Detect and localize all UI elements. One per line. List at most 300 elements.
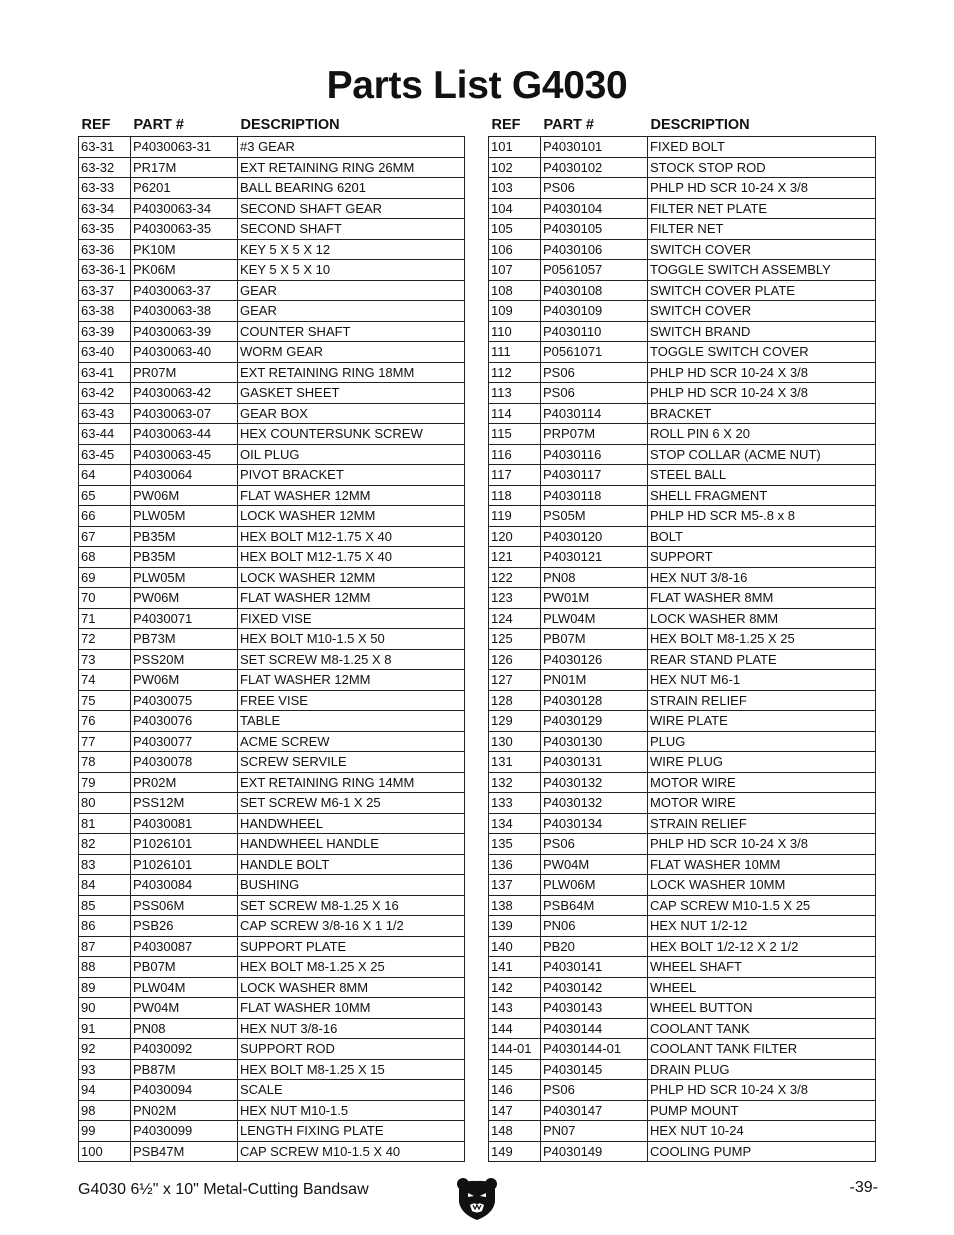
description-cell: FLAT WASHER 10MM xyxy=(238,998,465,1019)
part-number-cell: P4030126 xyxy=(541,649,648,670)
part-number-cell: PSB64M xyxy=(541,895,648,916)
description-cell: COOLANT TANK FILTER xyxy=(648,1039,876,1060)
description-cell: SET SCREW M8-1.25 X 8 xyxy=(238,649,465,670)
part-number-cell: P4030106 xyxy=(541,239,648,260)
table-row xyxy=(489,1100,876,1121)
part-number-cell: P4030063-37 xyxy=(131,280,238,301)
ref-cell: 149 xyxy=(489,1141,541,1162)
ref-cell: 114 xyxy=(489,403,541,424)
table-row xyxy=(489,403,876,424)
description-cell: FLAT WASHER 12MM xyxy=(238,670,465,691)
table-row xyxy=(489,772,876,793)
ref-cell: 106 xyxy=(489,239,541,260)
description-cell: STEEL BALL xyxy=(648,465,876,486)
part-number-cell: PB07M xyxy=(131,957,238,978)
part-number-cell: P4030076 xyxy=(131,711,238,732)
part-number-cell: P4030104 xyxy=(541,198,648,219)
ref-cell: 83 xyxy=(79,854,131,875)
table-row xyxy=(489,485,876,506)
table-row xyxy=(79,137,465,158)
ref-cell: 63-32 xyxy=(79,157,131,178)
ref-cell: 116 xyxy=(489,444,541,465)
table-row xyxy=(79,936,465,957)
table-row xyxy=(79,1018,465,1039)
table-row xyxy=(489,178,876,199)
description-cell: PLUG xyxy=(648,731,876,752)
part-number-cell: P4030121 xyxy=(541,547,648,568)
description-cell: HANDLE BOLT xyxy=(238,854,465,875)
part-number-cell: PW01M xyxy=(541,588,648,609)
ref-cell: 72 xyxy=(79,629,131,650)
description-cell: FLAT WASHER 8MM xyxy=(648,588,876,609)
ref-cell: 63-34 xyxy=(79,198,131,219)
description-cell: WHEEL BUTTON xyxy=(648,998,876,1019)
table-row xyxy=(79,793,465,814)
ref-cell: 139 xyxy=(489,916,541,937)
part-number-cell: P4030108 xyxy=(541,280,648,301)
description-cell: BRACKET xyxy=(648,403,876,424)
table-row xyxy=(489,362,876,383)
ref-cell: 126 xyxy=(489,649,541,670)
ref-cell: 113 xyxy=(489,383,541,404)
ref-cell: 104 xyxy=(489,198,541,219)
table-row xyxy=(489,321,876,342)
table-row xyxy=(489,1039,876,1060)
ref-cell: 85 xyxy=(79,895,131,916)
ref-cell: 63-40 xyxy=(79,342,131,363)
ref-cell: 136 xyxy=(489,854,541,875)
ref-cell: 147 xyxy=(489,1100,541,1121)
table-row xyxy=(79,444,465,465)
description-cell: WIRE PLUG xyxy=(648,752,876,773)
ref-cell: 94 xyxy=(79,1080,131,1101)
part-number-cell: P4030129 xyxy=(541,711,648,732)
description-cell: GASKET SHEET xyxy=(238,383,465,404)
part-number-cell: PSS20M xyxy=(131,649,238,670)
part-number-cell: P4030117 xyxy=(541,465,648,486)
part-number-cell: PLW04M xyxy=(541,608,648,629)
part-number-cell: P4030145 xyxy=(541,1059,648,1080)
description-cell: BUSHING xyxy=(238,875,465,896)
ref-cell: 118 xyxy=(489,485,541,506)
table-row xyxy=(79,260,465,281)
ref-cell: 141 xyxy=(489,957,541,978)
description-cell: CAP SCREW 3/8-16 X 1 1/2 xyxy=(238,916,465,937)
description-cell: SECOND SHAFT GEAR xyxy=(238,198,465,219)
description-cell: HEX NUT 3/8-16 xyxy=(238,1018,465,1039)
part-number-cell: PSS06M xyxy=(131,895,238,916)
table-row xyxy=(489,219,876,240)
ref-cell: 84 xyxy=(79,875,131,896)
description-cell: SWITCH COVER xyxy=(648,301,876,322)
description-cell: WIRE PLATE xyxy=(648,711,876,732)
description-cell: EXT RETAINING RING 18MM xyxy=(238,362,465,383)
table-row xyxy=(79,608,465,629)
part-number-cell: P4030131 xyxy=(541,752,648,773)
part-number-cell: PW04M xyxy=(541,854,648,875)
description-cell: PHLP HD SCR 10-24 X 3/8 xyxy=(648,383,876,404)
parts-table-right-body xyxy=(489,137,876,1162)
description-cell: ROLL PIN 6 X 20 xyxy=(648,424,876,445)
ref-cell: 102 xyxy=(489,157,541,178)
table-row xyxy=(79,321,465,342)
table-row xyxy=(489,1141,876,1162)
parts-table-right xyxy=(488,114,876,1162)
part-number-cell: P4030132 xyxy=(541,793,648,814)
ref-cell: 122 xyxy=(489,567,541,588)
table-row xyxy=(79,977,465,998)
table-row xyxy=(489,731,876,752)
table-row xyxy=(79,731,465,752)
ref-cell: 128 xyxy=(489,690,541,711)
table-row xyxy=(79,362,465,383)
part-number-cell: P4030077 xyxy=(131,731,238,752)
ref-cell: 108 xyxy=(489,280,541,301)
part-number-cell: P4030142 xyxy=(541,977,648,998)
ref-cell: 143 xyxy=(489,998,541,1019)
ref-cell: 121 xyxy=(489,547,541,568)
table-row xyxy=(79,998,465,1019)
table-row xyxy=(489,280,876,301)
ref-cell: 70 xyxy=(79,588,131,609)
ref-cell: 92 xyxy=(79,1039,131,1060)
table-row xyxy=(79,1100,465,1121)
part-number-cell: P4030130 xyxy=(541,731,648,752)
description-cell: #3 GEAR xyxy=(238,137,465,158)
part-number-cell: P4030087 xyxy=(131,936,238,957)
description-cell: HEX NUT M6-1 xyxy=(648,670,876,691)
ref-cell: 65 xyxy=(79,485,131,506)
table-row xyxy=(79,834,465,855)
description-cell: GEAR xyxy=(238,301,465,322)
description-cell: FILTER NET xyxy=(648,219,876,240)
part-number-cell: P4030092 xyxy=(131,1039,238,1060)
description-cell: WORM GEAR xyxy=(238,342,465,363)
description-header: DESCRIPTION xyxy=(240,117,340,133)
ref-cell: 124 xyxy=(489,608,541,629)
description-cell: SUPPORT ROD xyxy=(238,1039,465,1060)
description-cell: HEX COUNTERSUNK SCREW xyxy=(238,424,465,445)
table-row xyxy=(79,301,465,322)
table-row xyxy=(79,424,465,445)
ref-cell: 115 xyxy=(489,424,541,445)
description-cell: SWITCH COVER PLATE xyxy=(648,280,876,301)
ref-cell: 69 xyxy=(79,567,131,588)
part-number-cell: PN08 xyxy=(131,1018,238,1039)
description-cell: PHLP HD SCR 10-24 X 3/8 xyxy=(648,362,876,383)
ref-cell: 123 xyxy=(489,588,541,609)
table-row xyxy=(79,588,465,609)
part-number-cell: PB07M xyxy=(541,629,648,650)
table-row xyxy=(489,629,876,650)
table-row xyxy=(79,772,465,793)
part-number-cell: PS06 xyxy=(541,383,648,404)
table-row xyxy=(489,977,876,998)
table-row xyxy=(489,649,876,670)
ref-cell: 89 xyxy=(79,977,131,998)
description-cell: FIXED VISE xyxy=(238,608,465,629)
part-number-cell: P4030063-45 xyxy=(131,444,238,465)
part-number-cell: PN01M xyxy=(541,670,648,691)
table-row xyxy=(489,834,876,855)
table-row xyxy=(489,567,876,588)
ref-cell: 111 xyxy=(489,342,541,363)
ref-cell: 105 xyxy=(489,219,541,240)
part-number-cell: PN06 xyxy=(541,916,648,937)
part-number-cell: P4030109 xyxy=(541,301,648,322)
description-cell: FREE VISE xyxy=(238,690,465,711)
ref-cell: 132 xyxy=(489,772,541,793)
part-number-cell: PR17M xyxy=(131,157,238,178)
ref-cell: 63-45 xyxy=(79,444,131,465)
part-number-cell: P4030147 xyxy=(541,1100,648,1121)
description-cell: GEAR xyxy=(238,280,465,301)
description-cell: ACME SCREW xyxy=(238,731,465,752)
ref-cell: 66 xyxy=(79,506,131,527)
table-row xyxy=(489,301,876,322)
part-number-cell: PB87M xyxy=(131,1059,238,1080)
page-number: -39- xyxy=(849,1179,878,1196)
description-cell: FLAT WASHER 10MM xyxy=(648,854,876,875)
ref-cell: 90 xyxy=(79,998,131,1019)
description-cell: KEY 5 X 5 X 10 xyxy=(238,260,465,281)
ref-cell: 79 xyxy=(79,772,131,793)
part-number-cell: P4030099 xyxy=(131,1121,238,1142)
table-row xyxy=(79,178,465,199)
part-number-cell: P0561071 xyxy=(541,342,648,363)
part-number-cell: P4030101 xyxy=(541,137,648,158)
ref-header: REF xyxy=(491,117,521,133)
ref-cell: 125 xyxy=(489,629,541,650)
table-row xyxy=(79,854,465,875)
table-row xyxy=(79,526,465,547)
table-row xyxy=(489,1059,876,1080)
ref-cell: 63-38 xyxy=(79,301,131,322)
ref-cell: 78 xyxy=(79,752,131,773)
description-cell: FIXED BOLT xyxy=(648,137,876,158)
ref-cell: 87 xyxy=(79,936,131,957)
part-number-cell: PS06 xyxy=(541,834,648,855)
ref-cell: 91 xyxy=(79,1018,131,1039)
table-row xyxy=(489,793,876,814)
part-header: PART # xyxy=(543,117,594,133)
part-number-cell: P4030128 xyxy=(541,690,648,711)
table-row xyxy=(489,342,876,363)
description-cell: SET SCREW M6-1 X 25 xyxy=(238,793,465,814)
ref-cell: 76 xyxy=(79,711,131,732)
description-cell: EXT RETAINING RING 14MM xyxy=(238,772,465,793)
ref-cell: 67 xyxy=(79,526,131,547)
description-cell: CAP SCREW M10-1.5 X 40 xyxy=(238,1141,465,1162)
part-number-cell: PW06M xyxy=(131,670,238,691)
table-row xyxy=(79,752,465,773)
description-cell: OIL PLUG xyxy=(238,444,465,465)
part-number-cell: P4030094 xyxy=(131,1080,238,1101)
description-cell: LOCK WASHER 8MM xyxy=(648,608,876,629)
description-cell: COOLING PUMP xyxy=(648,1141,876,1162)
description-cell: HEX BOLT M8-1.25 X 15 xyxy=(238,1059,465,1080)
description-cell: EXT RETAINING RING 26MM xyxy=(238,157,465,178)
table-row xyxy=(489,875,876,896)
ref-cell: 63-33 xyxy=(79,178,131,199)
ref-cell: 99 xyxy=(79,1121,131,1142)
part-number-cell: P4030075 xyxy=(131,690,238,711)
ref-cell: 63-35 xyxy=(79,219,131,240)
table-row xyxy=(79,875,465,896)
part-number-cell: P4030134 xyxy=(541,813,648,834)
part-number-cell: PW04M xyxy=(131,998,238,1019)
part-number-cell: P4030064 xyxy=(131,465,238,486)
part-number-cell: PB20 xyxy=(541,936,648,957)
part-number-cell: PK10M xyxy=(131,239,238,260)
table-row xyxy=(79,383,465,404)
table-row xyxy=(79,895,465,916)
ref-cell: 144-01 xyxy=(489,1039,541,1060)
part-number-cell: P4030120 xyxy=(541,526,648,547)
part-number-cell: PLW06M xyxy=(541,875,648,896)
part-number-cell: PN08 xyxy=(541,567,648,588)
ref-cell: 63-36-1 xyxy=(79,260,131,281)
table-row xyxy=(489,424,876,445)
ref-cell: 138 xyxy=(489,895,541,916)
part-number-cell: P4030063-34 xyxy=(131,198,238,219)
description-cell: PIVOT BRACKET xyxy=(238,465,465,486)
table-row xyxy=(79,1080,465,1101)
part-number-cell: PN07 xyxy=(541,1121,648,1142)
part-number-cell: PSB47M xyxy=(131,1141,238,1162)
table-row xyxy=(489,1121,876,1142)
part-number-cell: PB35M xyxy=(131,547,238,568)
description-cell: PHLP HD SCR M5-.8 x 8 xyxy=(648,506,876,527)
description-cell: GEAR BOX xyxy=(238,403,465,424)
part-number-cell: P4030144-01 xyxy=(541,1039,648,1060)
ref-cell: 101 xyxy=(489,137,541,158)
table-row xyxy=(489,1080,876,1101)
description-cell: REAR STAND PLATE xyxy=(648,649,876,670)
part-number-cell: PRP07M xyxy=(541,424,648,445)
table-row xyxy=(489,157,876,178)
table-row xyxy=(79,1059,465,1080)
part-header: PART # xyxy=(133,117,184,133)
description-cell: HEX NUT 3/8-16 xyxy=(648,567,876,588)
description-cell: FILTER NET PLATE xyxy=(648,198,876,219)
description-cell: HEX BOLT M8-1.25 X 25 xyxy=(238,957,465,978)
table-row xyxy=(489,936,876,957)
ref-cell: 140 xyxy=(489,936,541,957)
ref-cell: 73 xyxy=(79,649,131,670)
ref-cell: 129 xyxy=(489,711,541,732)
ref-cell: 86 xyxy=(79,916,131,937)
description-cell: HEX NUT M10-1.5 xyxy=(238,1100,465,1121)
part-number-cell: PLW04M xyxy=(131,977,238,998)
ref-cell: 110 xyxy=(489,321,541,342)
description-cell: PHLP HD SCR 10-24 X 3/8 xyxy=(648,1080,876,1101)
ref-cell: 63-43 xyxy=(79,403,131,424)
description-cell: BALL BEARING 6201 xyxy=(238,178,465,199)
part-number-cell: P1026101 xyxy=(131,834,238,855)
table-row xyxy=(489,588,876,609)
page-title: Parts List G4030 xyxy=(326,64,628,107)
part-number-cell: PB73M xyxy=(131,629,238,650)
description-cell: TOGGLE SWITCH COVER xyxy=(648,342,876,363)
table-row xyxy=(489,547,876,568)
part-number-cell: P4030144 xyxy=(541,1018,648,1039)
description-cell: TABLE xyxy=(238,711,465,732)
table-row xyxy=(79,403,465,424)
description-cell: HEX BOLT M10-1.5 X 50 xyxy=(238,629,465,650)
table-row xyxy=(79,567,465,588)
ref-cell: 133 xyxy=(489,793,541,814)
part-number-cell: P4030063-35 xyxy=(131,219,238,240)
ref-cell: 74 xyxy=(79,670,131,691)
ref-cell: 131 xyxy=(489,752,541,773)
ref-cell: 88 xyxy=(79,957,131,978)
part-number-cell: P4030105 xyxy=(541,219,648,240)
part-number-cell: PS05M xyxy=(541,506,648,527)
part-number-cell: PW06M xyxy=(131,485,238,506)
part-number-cell: PN02M xyxy=(131,1100,238,1121)
part-number-cell: P4030118 xyxy=(541,485,648,506)
footer-model-title: G4030 6½" x 10" Metal-Cutting Bandsaw xyxy=(78,1181,369,1198)
description-cell: FLAT WASHER 12MM xyxy=(238,588,465,609)
description-cell: HEX NUT 10-24 xyxy=(648,1121,876,1142)
ref-cell: 98 xyxy=(79,1100,131,1121)
ref-cell: 82 xyxy=(79,834,131,855)
table-row xyxy=(489,690,876,711)
table-row xyxy=(489,998,876,1019)
description-cell: PHLP HD SCR 10-24 X 3/8 xyxy=(648,178,876,199)
description-cell: HEX BOLT 1/2-12 X 2 1/2 xyxy=(648,936,876,957)
table-row xyxy=(489,526,876,547)
part-number-cell: P4030063-38 xyxy=(131,301,238,322)
table-row xyxy=(489,670,876,691)
ref-cell: 100 xyxy=(79,1141,131,1162)
table-row xyxy=(79,711,465,732)
table-row xyxy=(79,1121,465,1142)
ref-cell: 63-36 xyxy=(79,239,131,260)
description-cell: HEX NUT 1/2-12 xyxy=(648,916,876,937)
description-cell: STOCK STOP ROD xyxy=(648,157,876,178)
description-cell: MOTOR WIRE xyxy=(648,772,876,793)
part-number-cell: PS06 xyxy=(541,178,648,199)
part-number-cell: P4030081 xyxy=(131,813,238,834)
description-cell: SECOND SHAFT xyxy=(238,219,465,240)
table-row xyxy=(489,239,876,260)
description-cell: SWITCH BRAND xyxy=(648,321,876,342)
table-row xyxy=(489,137,876,158)
part-number-cell: P4030063-44 xyxy=(131,424,238,445)
part-number-cell: PR02M xyxy=(131,772,238,793)
ref-cell: 109 xyxy=(489,301,541,322)
ref-cell: 142 xyxy=(489,977,541,998)
ref-cell: 77 xyxy=(79,731,131,752)
part-number-cell: P4030149 xyxy=(541,1141,648,1162)
description-cell: HEX BOLT M12-1.75 X 40 xyxy=(238,547,465,568)
ref-cell: 119 xyxy=(489,506,541,527)
ref-cell: 112 xyxy=(489,362,541,383)
description-cell: LOCK WASHER 12MM xyxy=(238,506,465,527)
part-number-cell: PK06M xyxy=(131,260,238,281)
description-cell: CAP SCREW M10-1.5 X 25 xyxy=(648,895,876,916)
part-number-cell: P4030084 xyxy=(131,875,238,896)
description-cell: LOCK WASHER 8MM xyxy=(238,977,465,998)
description-cell: LENGTH FIXING PLATE xyxy=(238,1121,465,1142)
part-number-cell: P4030063-39 xyxy=(131,321,238,342)
table-row xyxy=(489,608,876,629)
table-row xyxy=(79,219,465,240)
table-row xyxy=(79,649,465,670)
description-cell: SHELL FRAGMENT xyxy=(648,485,876,506)
